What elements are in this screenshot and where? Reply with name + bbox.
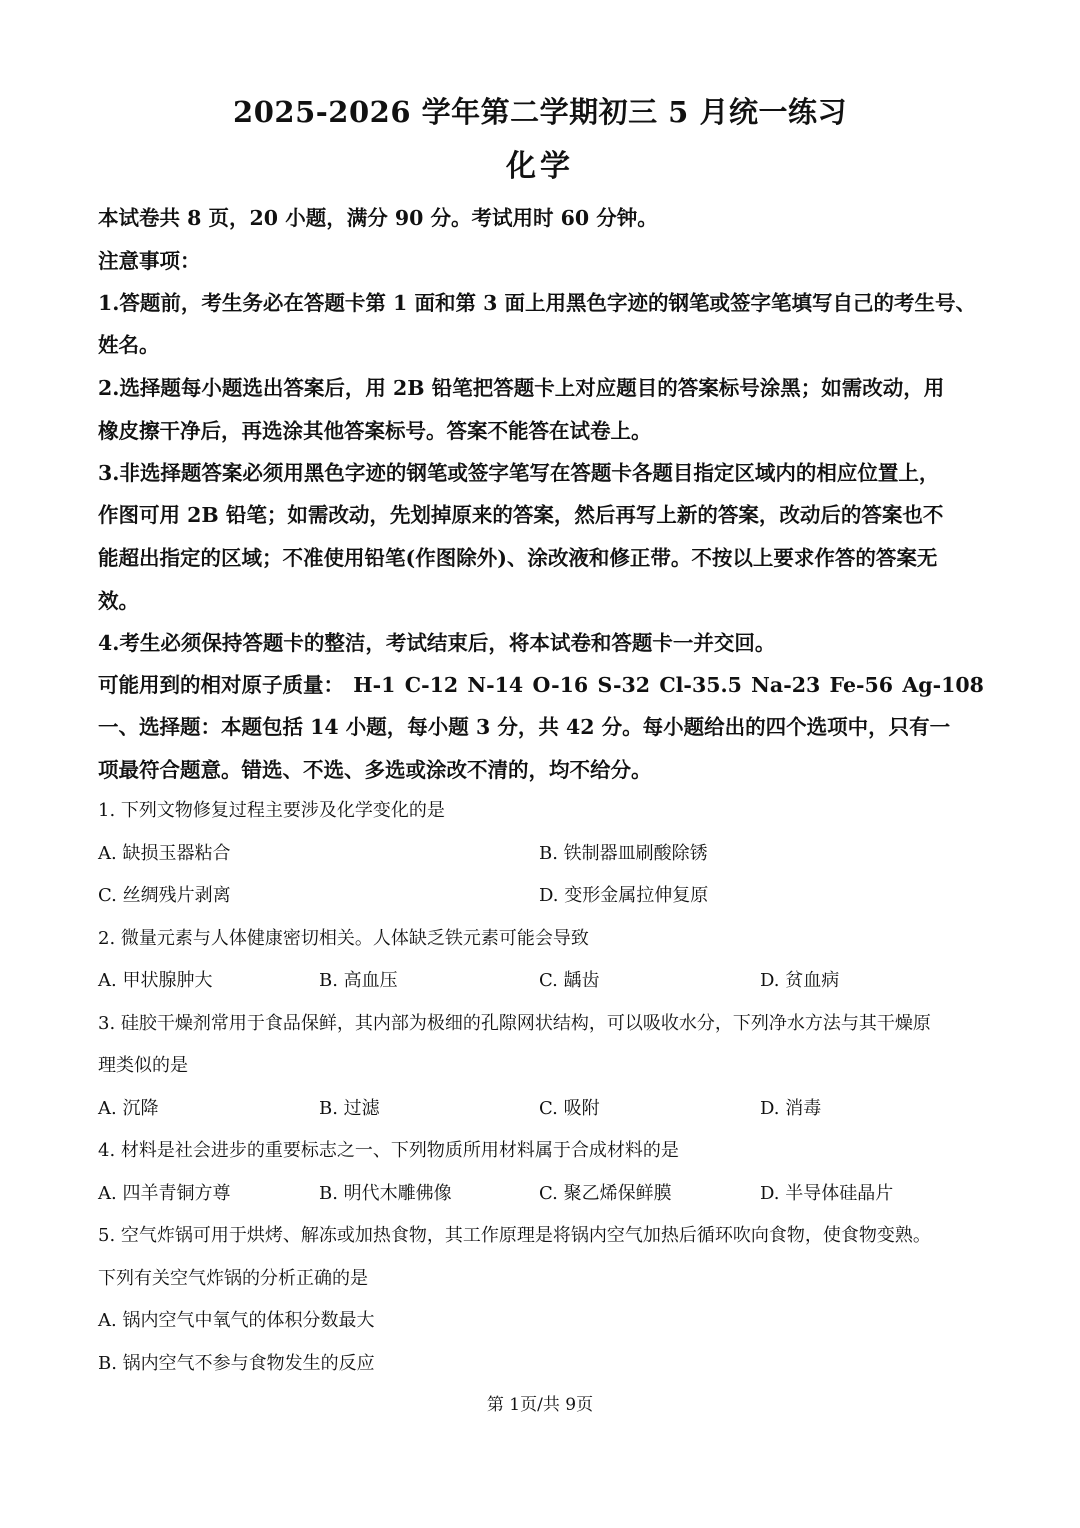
notice-line: 作图可用 2B 铅笔；如需改动，先划掉原来的答案，然后再写上新的答案，改动后的答案也不 [98, 503, 944, 527]
notice-line: 2.选择题每小题选出答案后，用 2B 铅笔把答题卡上对应题目的答案标号涂黑；如需改动，用 [98, 376, 945, 400]
question-option: A. 缺损玉器粘合 [98, 843, 231, 864]
atomic-mass-label: 可能用到的相对原子质量： [98, 673, 344, 697]
notice-line: 效。 [98, 589, 139, 613]
notice-line: 1.答题前，考生务必在答题卡第 1 面和第 3 面上用黑色字迹的钢笔或签字笔填写自己的考生号、 [98, 291, 976, 315]
atomic-mass-item: S-32 [597, 673, 651, 697]
question-stem: 1. 下列文物修复过程主要涉及化学变化的是 [98, 800, 445, 821]
question-option: C. 聚乙烯保鲜膜 [539, 1183, 672, 1204]
question-option: A. 甲状腺肿大 [98, 970, 213, 991]
question-stem: 5. 空气炸锅可用于烘烤、解冻或加热食物，其工作原理是将锅内空气加热后循环吹向食物，使食物变熟。 [98, 1225, 931, 1246]
section-heading: 一、选择题：本题包括 14 小题，每小题 3 分，共 42 分。每小题给出的四个选项中，只有一 [98, 715, 951, 739]
question-option: B. 高血压 [319, 970, 398, 991]
exam-title: 2025-2026 学年第二学期初三 5 月统一练习 [233, 95, 847, 129]
atomic-mass-item: O-16 [532, 673, 589, 697]
question-option: B. 过滤 [319, 1098, 380, 1119]
question-option: D. 半导体硅晶片 [760, 1183, 894, 1204]
question-stem: 2. 微量元素与人体健康密切相关。人体缺乏铁元素可能会导致 [98, 928, 589, 949]
atomic-mass-item: Fe-56 [829, 673, 894, 697]
question-option: C. 龋齿 [539, 970, 600, 991]
question-option: D. 贫血病 [760, 970, 840, 991]
exam-subject: 化学 [506, 149, 574, 184]
question-stem: 理类似的是 [98, 1055, 188, 1076]
notice-line: 能超出指定的区域；不准使用铅笔(作图除外)、涂改液和修正带。不按以上要求作答的答案无 [98, 546, 938, 570]
question-stem: 4. 材料是社会进步的重要标志之一、下列物质所用材料属于合成材料的是 [98, 1140, 679, 1161]
section-heading: 项最符合题意。错选、不选、多选或涂改不清的，均不给分。 [98, 758, 652, 782]
notice-heading: 注意事项： [98, 249, 201, 273]
question-option: D. 变形金属拉伸复原 [539, 885, 709, 906]
atomic-mass-item: Ag-108 [902, 673, 984, 697]
notice-line: 4.考生必须保持答题卡的整洁，考试结束后，将本试卷和答题卡一并交回。 [98, 631, 776, 655]
question-stem: 3. 硅胶干燥剂常用于食品保鲜，其内部为极细的孔隙网状结构，可以吸收水分，下列净水方法与其干燥原 [98, 1013, 931, 1034]
atomic-mass-item: Na-23 [751, 673, 821, 697]
atomic-mass-item: N-14 [467, 673, 524, 697]
page-number: 第 1页/共 9页 [486, 1395, 594, 1415]
exam-intro: 本试卷共 8 页，20 小题，满分 90 分。考试用时 60 分钟。 [98, 206, 658, 230]
question-option: C. 吸附 [539, 1098, 600, 1119]
question-option: B. 明代木雕佛像 [319, 1183, 452, 1204]
notice-line: 3.非选择题答案必须用黑色字迹的钢笔或签字笔写在答题卡各题目指定区域内的相应位置上， [98, 461, 940, 485]
question-option: A. 四羊青铜方尊 [98, 1183, 231, 1204]
question-option: A. 锅内空气中氧气的体积分数最大 [98, 1310, 375, 1331]
question-option: A. 沉降 [98, 1098, 159, 1119]
question-option: B. 铁制器皿刷酸除锈 [539, 843, 708, 864]
question-stem: 下列有关空气炸锅的分析正确的是 [98, 1268, 368, 1289]
atomic-mass-row [98, 670, 984, 700]
notice-line: 姓名。 [98, 333, 160, 357]
notice-line: 橡皮擦干净后，再选涂其他答案标号。答案不能答在试卷上。 [98, 419, 652, 443]
question-option: D. 消毒 [760, 1098, 822, 1119]
question-option: C. 丝绸残片剥离 [98, 885, 231, 906]
atomic-mass-item: Cl-35.5 [659, 673, 742, 697]
atomic-mass-item: H-1 [353, 673, 396, 697]
atomic-mass-item: C-12 [404, 673, 459, 697]
question-option: B. 锅内空气不参与食物发生的反应 [98, 1353, 375, 1374]
